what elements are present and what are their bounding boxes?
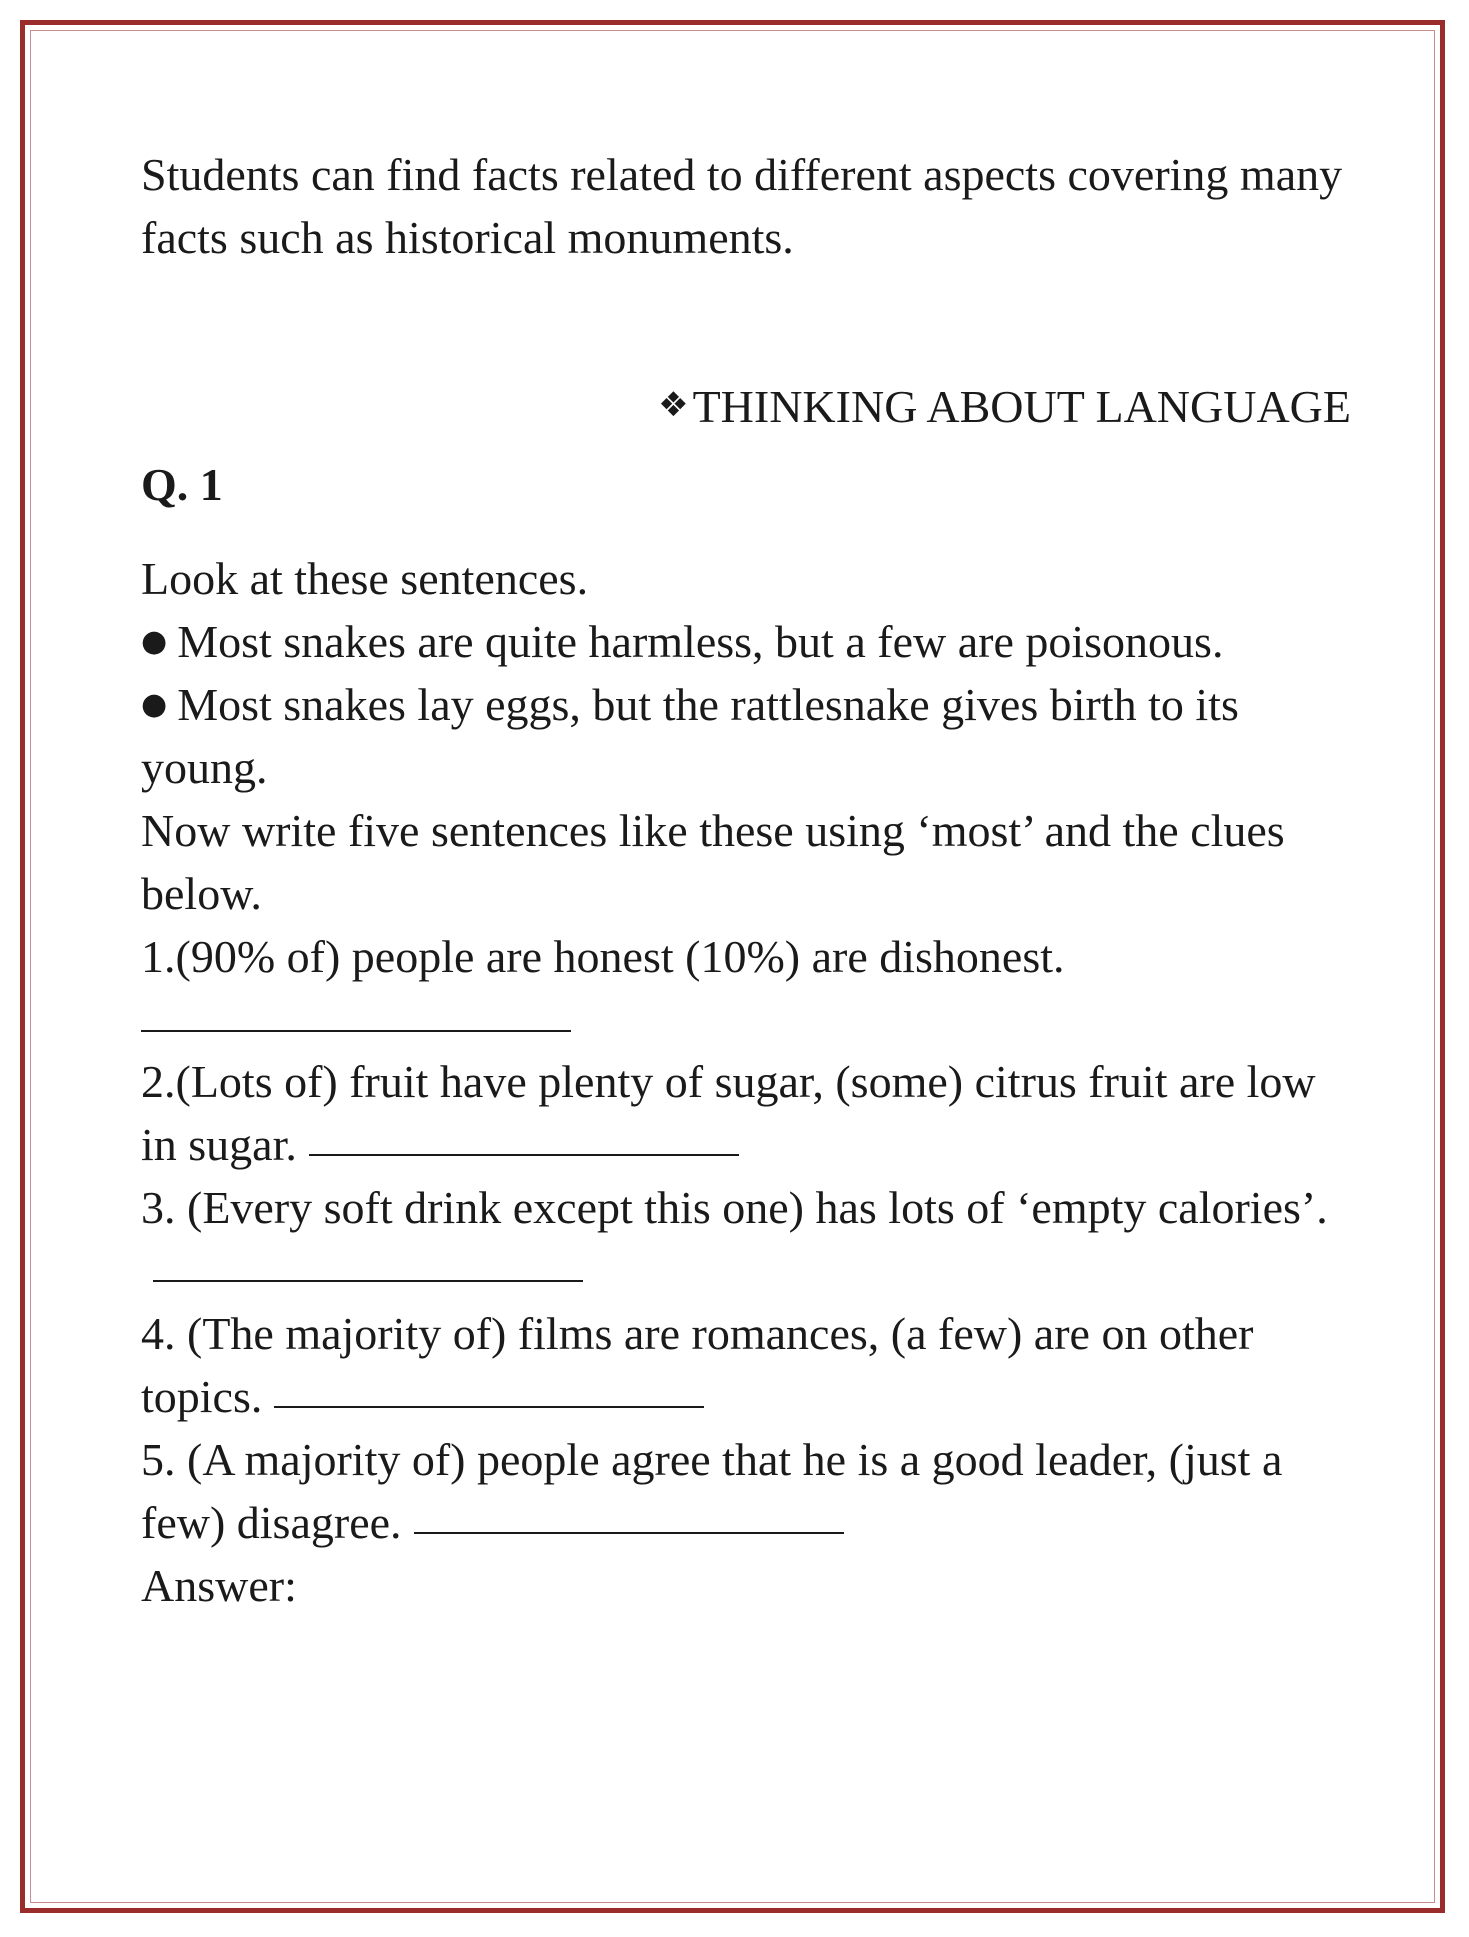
question-number: Q. 1 [141, 459, 223, 510]
exercise-item-text: 4. (The majority of) films are romances, (a few) are on other topics. [141, 1308, 1254, 1422]
bullet-icon: ● [141, 687, 168, 722]
example-sentence [141, 673, 1351, 799]
example-sentence [141, 610, 1351, 673]
question-prompt: Look at these sentences. [141, 553, 589, 604]
section-heading [141, 377, 1351, 435]
answer-label: Answer: [141, 1560, 297, 1611]
example-text: Most snakes are quite harmless, but a few are poisonous. [177, 616, 1224, 667]
section-heading-text: THINKING ABOUT LANGUAGE [692, 381, 1351, 432]
exercise-item [141, 1428, 1351, 1554]
answer-blank[interactable] [414, 1531, 844, 1534]
answer-blank[interactable] [274, 1405, 704, 1408]
exercise-item [141, 1050, 1351, 1176]
answer-blank[interactable] [309, 1153, 739, 1156]
exercise-item-text: 5. (A majority of) people agree that he is a good leader, (just a few) disagree. [141, 1434, 1283, 1548]
page-content [141, 143, 1351, 1617]
example-text: Most snakes lay eggs, but the rattlesnake gives birth to its young. [141, 679, 1239, 793]
exercise-item [141, 1302, 1351, 1428]
intro-paragraph: Students can find facts related to different aspects covering many facts such as historical monuments. [141, 149, 1343, 263]
answer-blank[interactable] [153, 1279, 583, 1282]
bullet-icon: ● [141, 624, 168, 659]
question-instruction: Now write five sentences like these using ‘most’ and the clues below. [141, 805, 1285, 919]
exercise-item: 1.(90% of) people are honest (10%) are dishonest. [141, 931, 1065, 982]
exercise-item-text: 3. (Every soft drink except this one) has lots of ‘empty calories’. [141, 1182, 1328, 1233]
exercise-item-text: 2.(Lots of) fruit have plenty of sugar, (some) citrus fruit are low in sugar. [141, 1056, 1316, 1170]
question-body [141, 547, 1351, 1617]
four-diamond-ornament-icon: ❖ [658, 385, 689, 425]
answer-blank[interactable] [141, 988, 571, 1032]
exercise-item [141, 1176, 1351, 1302]
